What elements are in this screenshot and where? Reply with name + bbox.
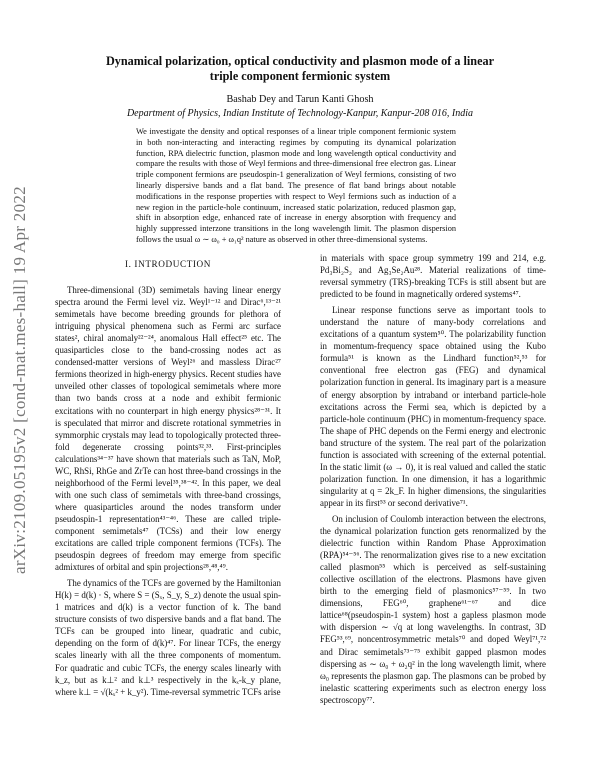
paragraph: Three-dimensional (3D) semimetals having linear energy spectra around the Fermi level viz. Weyl¹⁻¹² and Dirac⁶,¹³⁻²¹ semimetals have become breeding grounds for plethora of intriguing physical phenomena such as Fermi arc surface states², chiral anomaly²²⁻²⁴, anomalous Hall effect²⁵ etc. The quasiparticles close to the band-crossing nodes act as condensed-matter versions of Weyl²⁶ and massless Dirac²⁷ fermions theorized in high-energy physics. Recent studies have unveiled other classes of topological semimetals where more than two bands cross at a node and exhibit fermionic excitations with no counterpart in high energy physics²⁸⁻³¹. It is speculated that mirror and discrete rotational symmetries in symmorphic crystals may lead to topologically protected three-fold degenerate crossing points³²,³³. First-principles calculations³⁴⁻³⁷ have shown that materials such as TaN, MoP, WC, RhSi, RhGe and ZrTe can host three-band crossings in the neighborhood of the Fermi level³⁵,³⁸⁻⁴². In this paper, we deal with one such class of semimetals with three-band crossings, where quasiparticles around the nodes transform under pseudospin-1 representation⁴³⁻⁴⁶. These are called triple-component semimetals⁴⁷ (TCSs) and their low energy excitations are called triple component fermions (TCFs). The pseudospin degrees of freedom may emerge from specific admixtures of orbital and spin projections²⁸,⁴⁸,⁴⁹. bbox=[55, 285, 281, 573]
paragraph: On inclusion of Coulomb interaction between the electrons, the dynamical polarization function gets renormalized by the dielectric function within Random Phase Approximation (RPA)⁵⁴⁻⁵⁶. The renormalization gives rise to a new excitation called plasmon⁵⁵ which is perceived as self-sustaining collective oscillation of the electrons. Plasmons have given birth to the emerging field of plasmonics⁵⁷⁻⁵⁹. In two dimensions, FEG⁶⁰, graphene⁶¹⁻⁶⁷ and dice lattice⁶⁸(pseudospin-1 system) host a gapless plasmon mode with dispersion ∼ √q at long wavelengths. In contrast, 3D FEG⁵³,⁶⁹, noncentrosymmetric metals⁷⁰ and doped Weyl⁷¹,⁷² and Dirac semimetals⁷³⁻⁷⁵ exhibit gapped plasmon modes dispersing as ∼ ω₀ + ω₂q² in the long wavelength limit, where ω₀ represents the plasmon gap. The plasmons can be probed by inelastic scattering experiments such as electron energy loss spectroscopy⁷⁷. bbox=[320, 513, 546, 705]
paragraph: in materials with space group symmetry 199 and 214, e.g. Pd₃Bi₂S₂ and Ag₃Se₂Au²⁸. Material realizations of time-reversal symmetry (TRS)-breaking TCFs is still absent but are predicted to be found in magnetically ordered systems⁴⁷. bbox=[320, 253, 546, 300]
left-column bbox=[55, 258, 281, 702]
author-list: Bashab Dey and Tarun Kanti Ghosh bbox=[226, 94, 374, 105]
arxiv-sidebar-stamp bbox=[8, 180, 32, 580]
paragraph: The dynamics of the TCFs are governed by the Hamiltonian H(k) = d(k) · S, where S = (Sₓ, S_y, S_z) denote the usual spin-1 matrices and d(k) is a vector function of k. The band structure consists of two dispersive bands and a flat band. The TCFs can be grouped into linear, quadratic and cubic, depending on the form of d(k)⁴⁷. For linear TCFs, the energy scales linearly with all the three components of momentum. For quadratic and cubic TCFs, the energy scales linearly with k_z, but as k⊥² and k⊥³ respectively in the kₓ-k_y plane, where k⊥ = √(kₓ² + k_y²). Time-reversal symmetric TCFs arise bbox=[55, 578, 281, 697]
section-heading: I. INTRODUCTION bbox=[124, 259, 212, 269]
affiliation: Department of Physics, Indian Institute of Technology-Kanpur, Kanpur-208 016, India bbox=[126, 108, 474, 119]
paper-title: Dynamical polarization, optical conductivity and plasmon mode of a linear triple component fermionic system bbox=[106, 54, 494, 83]
right-column bbox=[320, 252, 546, 710]
abstract: We investigate the density and optical responses of a linear triple component fermionic system in both non-interacting and interacting regimes by computing its dynamical polarization function, RPA dielectric function, plasmon mode and long wavelength optical conductivity and compare the results with those of Weyl fermions and three-dimensional free electron gas. Linear triple component fermions are pseudospin-1 generalization of Weyl fermions, consisting of two linearly dispersive bands and a flat band. The presence of flat band brings about notable modifications in the response properties with respect to Weyl fermions such as induction of a new region in the particle-hole continuum, increased static polarization, reduced plasmon gap, shift in absorption edge, enhanced rate of increase in energy absorption with frequency and highly suppressed interzone transitions in the long wavelength limit. The plasmon dispersion follows the usual ω ∼ ω₀ + ω₁q² nature as observed in other three-dimensional systems. bbox=[136, 127, 456, 244]
paragraph: Linear response functions serve as important tools to understand the nature of many-body correlations and excitations of a quantum system⁵⁰. The polarizability function in momentum-frequency space obtained using the Kubo formula⁵¹ is known as the Lindhard function⁵²,⁵³ for conventional free electron gas (FEG) and dynamical polarization function in general. Its imaginary part is a measure of energy absorption by intraband or interband particle-hole excitations across the Fermi sea, which is depicted by a particle-hole continuum (PHC) in momentum-frequency space. The shape of PHC depends on the Fermi energy and electronic band structure of the system. The real part of the polarization function is associated with screening of the external potential. In the static limit (ω → 0), it is real valued and called the static polarization function. In one dimension, it has a logarithmic singularity at q = 2k_F. In higher dimensions, the singularities appear in its first⁵³ or second derivative⁷¹. bbox=[320, 305, 546, 508]
arxiv-identifier: arXiv:2109.05195v2 [cond-mat.mes-hall] 19 Apr 2022 bbox=[10, 186, 29, 574]
